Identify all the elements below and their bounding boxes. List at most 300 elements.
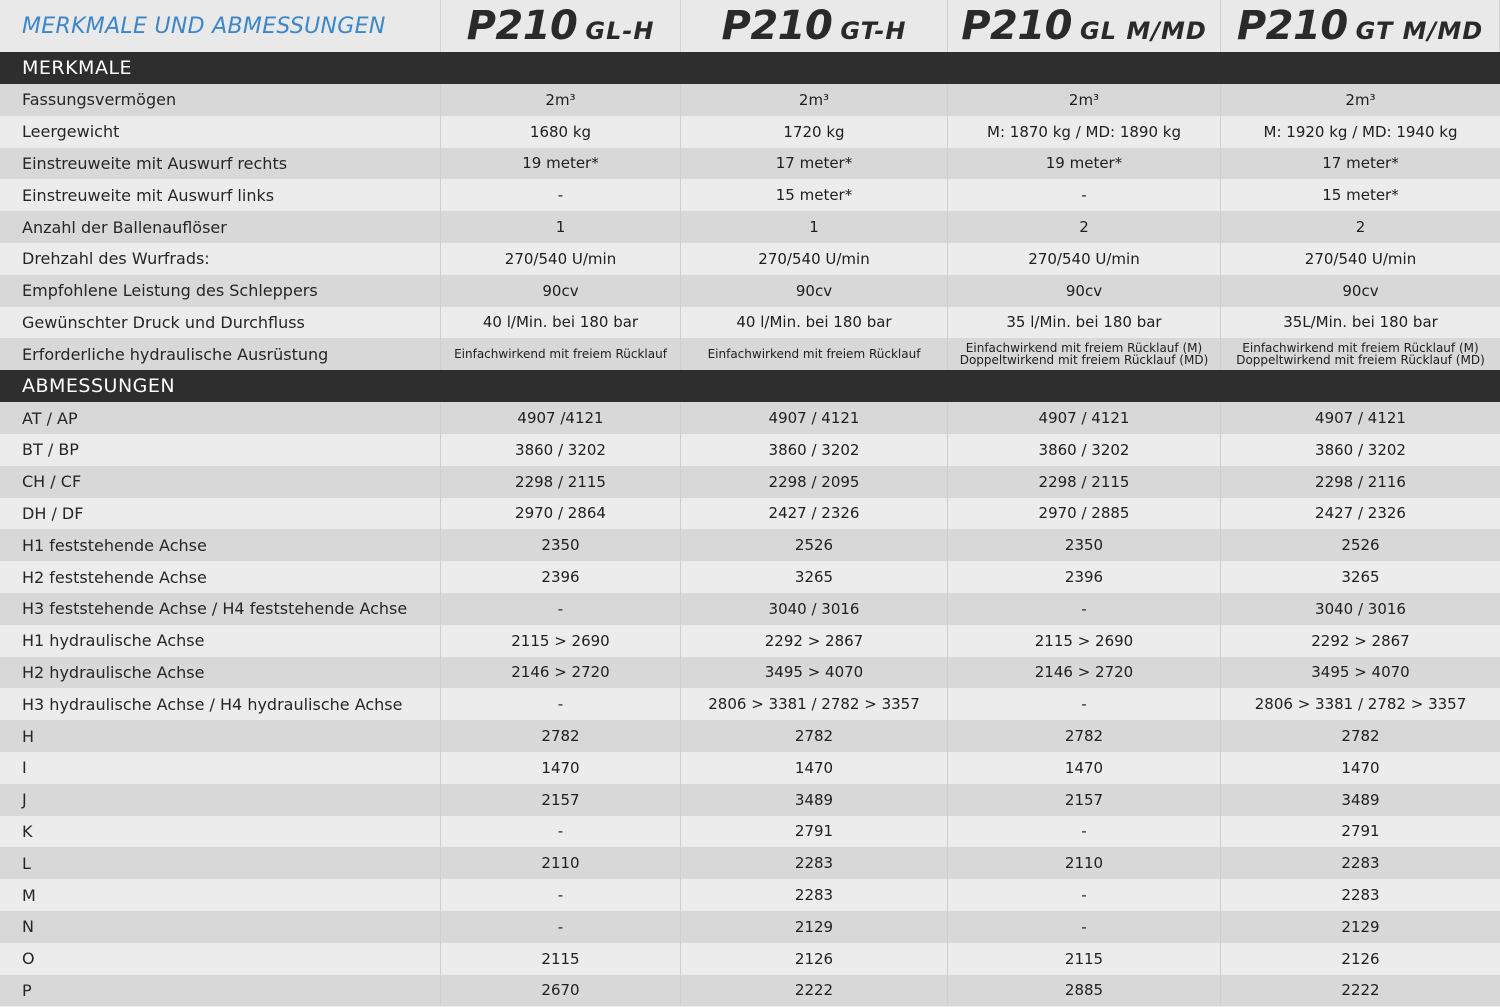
cell-value: 2396	[541, 568, 580, 587]
value-cell	[1221, 943, 1500, 975]
cell-value: 2126	[1341, 949, 1380, 968]
row-label-cell	[0, 211, 441, 243]
value-cell	[681, 657, 948, 689]
cell-value: -	[1081, 599, 1087, 618]
cell-value: 40 l/Min. bei 180 bar	[482, 313, 639, 332]
value-cell	[441, 275, 681, 307]
value-cell	[441, 911, 681, 943]
value-cell	[1221, 243, 1500, 275]
value-cell	[948, 752, 1221, 784]
value-cell	[441, 179, 681, 211]
row-label: P	[22, 980, 32, 1000]
cell-value: 2806 > 3381 / 2782 > 3357	[1254, 695, 1467, 714]
table-row	[0, 84, 1500, 116]
value-cell	[948, 148, 1221, 180]
value-cell	[1221, 720, 1500, 752]
cell-value: 270/540 U/min	[1304, 249, 1417, 268]
model-name	[467, 3, 655, 49]
value-cell	[948, 847, 1221, 879]
cell-value: 90cv	[1342, 281, 1379, 300]
row-label: J	[22, 790, 27, 810]
cell-value: 90cv	[795, 281, 833, 300]
value-cell	[681, 688, 948, 720]
row-label: Empfohlene Leistung des Schleppers	[22, 281, 318, 301]
dimensions-body	[0, 402, 1500, 1006]
value-cell	[681, 625, 948, 657]
value-cell	[948, 307, 1221, 339]
cell-value-line: Doppeltwirkend mit freiem Rücklauf (MD)	[959, 353, 1209, 368]
table-row	[0, 593, 1500, 625]
value-cell	[948, 816, 1221, 848]
value-cell	[681, 720, 948, 752]
value-cell	[948, 211, 1221, 243]
cell-value: 270/540 U/min	[758, 249, 870, 268]
row-label: Fassungsvermögen	[22, 90, 177, 110]
model-header-gl-h	[441, 0, 681, 52]
value-cell	[948, 243, 1221, 275]
row-label-cell	[0, 943, 441, 975]
row-label: H2 hydraulische Achse	[22, 662, 205, 682]
table-row	[0, 529, 1500, 561]
cell-value: 3265	[794, 568, 834, 587]
row-label-cell	[0, 148, 441, 180]
value-cell	[1221, 657, 1500, 689]
row-label: H3 hydraulische Achse / H4 hydraulische Achse	[22, 694, 403, 714]
cell-value: 1470	[794, 758, 834, 777]
row-label: H2 feststehende Achse	[22, 567, 207, 587]
row-label: DH / DF	[22, 503, 84, 523]
value-cell	[681, 116, 948, 148]
row-label-cell	[0, 752, 441, 784]
cell-value: -	[1081, 186, 1087, 205]
cell-value: M: 1920 kg / MD: 1940 kg	[1263, 122, 1458, 141]
value-cell	[1221, 498, 1500, 530]
value-cell	[948, 179, 1221, 211]
row-label: AT / AP	[22, 408, 78, 428]
model-main: P210	[961, 3, 1072, 49]
cell-value: 2350	[1064, 536, 1104, 555]
row-label-cell	[0, 275, 441, 307]
value-cell	[1221, 816, 1500, 848]
table-row	[0, 148, 1500, 180]
cell-value: -	[557, 886, 564, 905]
value-cell	[681, 879, 948, 911]
table-row	[0, 752, 1500, 784]
cell-value: 2885	[1064, 981, 1104, 1000]
features-body	[0, 84, 1500, 338]
cell-value: 17 meter*	[775, 154, 853, 173]
row-label-cell	[0, 116, 441, 148]
cell-value: 1470	[541, 758, 580, 777]
row-label-cell	[0, 625, 441, 657]
cell-value: 270/540 U/min	[504, 249, 617, 268]
row-label: H1 feststehende Achse	[22, 535, 207, 555]
cell-value: 2115	[1064, 949, 1104, 968]
table-row	[0, 720, 1500, 752]
table-row	[0, 975, 1500, 1007]
row-label: I	[22, 758, 27, 778]
value-cell	[1221, 466, 1500, 498]
value-cell	[681, 911, 948, 943]
value-cell	[1221, 688, 1500, 720]
value-cell	[681, 307, 948, 339]
value-cell	[948, 402, 1221, 434]
cell-value: 2782	[1064, 727, 1104, 746]
value-cell	[441, 879, 681, 911]
cell-value: 4907 / 4121	[768, 409, 860, 428]
value-cell	[441, 307, 681, 339]
value-cell	[1221, 116, 1500, 148]
cell-value: 2283	[794, 886, 834, 905]
cell-value: 2129	[1341, 917, 1380, 936]
row-label: Anzahl der Ballenauflöser	[22, 217, 227, 237]
row-label-cell	[0, 466, 441, 498]
cell-value: 2292 > 2867	[1311, 631, 1410, 650]
row-label: M	[22, 885, 36, 905]
value-cell	[948, 657, 1221, 689]
cell-value: 2146 > 2720	[511, 663, 610, 682]
value-cell	[948, 720, 1221, 752]
row-label: CH / CF	[22, 472, 82, 492]
cell-value: 19 meter*	[522, 154, 599, 173]
value-cell	[681, 338, 948, 370]
value-cell	[681, 847, 948, 879]
table-row	[0, 847, 1500, 879]
cell-value: 3860 / 3202	[515, 440, 606, 459]
cell-value: 2129	[794, 917, 834, 936]
table-row	[0, 943, 1500, 975]
cell-value: 3495 > 4070	[1311, 663, 1410, 682]
cell-value: 2782	[541, 727, 580, 746]
cell-value	[960, 342, 1209, 366]
model-main: P210	[721, 3, 833, 49]
model-variant: GL-H	[585, 17, 655, 45]
row-label: Leergewicht	[22, 122, 120, 142]
row-label-cell	[0, 434, 441, 466]
table-row	[0, 179, 1500, 211]
table-row	[0, 402, 1500, 434]
value-cell	[681, 529, 948, 561]
cell-value: 2782	[794, 727, 834, 746]
value-cell	[441, 148, 681, 180]
model-header-gl-m-md	[948, 0, 1221, 52]
value-cell	[1221, 307, 1500, 339]
value-cell	[1221, 402, 1500, 434]
row-label-cell	[0, 657, 441, 689]
table-title-cell	[0, 0, 441, 52]
value-cell	[681, 275, 948, 307]
model-name	[722, 3, 907, 49]
row-label-cell	[0, 307, 441, 339]
value-cell	[1221, 434, 1500, 466]
row-label-cell	[0, 529, 441, 561]
cell-value: 35L/Min. bei 180 bar	[1283, 313, 1438, 332]
value-cell	[948, 338, 1221, 370]
cell-value: 3040 / 3016	[768, 599, 860, 618]
cell-value: 2298 / 2116	[1315, 472, 1406, 491]
section-title: ABMESSUNGEN	[22, 375, 176, 398]
cell-value: 4907 / 4121	[1038, 409, 1130, 428]
cell-value: 2157	[541, 790, 580, 809]
value-cell	[1221, 784, 1500, 816]
cell-value: 2292 > 2867	[764, 631, 864, 650]
row-label-cell	[0, 84, 441, 116]
cell-value: 4907 /4121	[517, 409, 604, 428]
cell-value: 2298 / 2115	[515, 472, 606, 491]
cell-value: 2110	[541, 854, 580, 873]
value-cell	[441, 847, 681, 879]
cell-value: 2427 / 2326	[1315, 504, 1406, 523]
cell-value: 2m³	[545, 90, 576, 109]
table-row	[0, 275, 1500, 307]
value-cell	[441, 720, 681, 752]
cell-value: 2283	[1341, 854, 1380, 873]
cell-value: 2526	[1341, 536, 1380, 555]
cell-value: 2115 > 2690	[1034, 631, 1134, 650]
value-cell	[681, 593, 948, 625]
table-row	[0, 657, 1500, 689]
value-cell	[948, 84, 1221, 116]
value-cell	[1221, 625, 1500, 657]
table-row	[0, 434, 1500, 466]
value-cell	[1221, 179, 1500, 211]
value-cell	[948, 975, 1221, 1007]
cell-value: 2283	[1341, 886, 1380, 905]
row-label-cell	[0, 179, 441, 211]
cell-value: 2427 / 2326	[768, 504, 860, 523]
cell-value: 2115	[541, 949, 580, 968]
model-header-gt-m-md	[1221, 0, 1500, 52]
cell-value: -	[557, 917, 564, 936]
cell-value: 90cv	[1065, 281, 1103, 300]
cell-value: 2	[1079, 218, 1089, 237]
row-label: H1 hydraulische Achse	[22, 631, 205, 651]
row-label-cell	[0, 243, 441, 275]
value-cell	[681, 148, 948, 180]
row-label-cell	[0, 975, 441, 1007]
table-row	[0, 498, 1500, 530]
table-row	[0, 561, 1500, 593]
value-cell	[1221, 275, 1500, 307]
value-cell	[1221, 879, 1500, 911]
row-label-cell	[0, 816, 441, 848]
cell-value: Einfachwirkend mit freiem Rücklauf	[454, 347, 667, 362]
value-cell	[1221, 911, 1500, 943]
cell-value: 17 meter*	[1322, 154, 1399, 173]
value-cell	[948, 434, 1221, 466]
value-cell	[441, 752, 681, 784]
value-cell	[948, 688, 1221, 720]
cell-value: 3489	[794, 790, 834, 809]
cell-value: M: 1870 kg / MD: 1890 kg	[987, 122, 1181, 141]
cell-value: 2298 / 2115	[1038, 472, 1130, 491]
model-variant: GT-H	[840, 17, 907, 45]
value-cell	[441, 657, 681, 689]
cell-value: -	[557, 186, 564, 205]
value-cell	[1221, 148, 1500, 180]
value-cell	[441, 243, 681, 275]
value-cell	[1221, 84, 1500, 116]
cell-value: 1	[555, 218, 566, 237]
model-main: P210	[1236, 3, 1348, 49]
cell-value: -	[557, 599, 564, 618]
cell-value: -	[1081, 822, 1087, 841]
cell-value: 3265	[1341, 568, 1380, 587]
row-label: Gewünschter Druck und Durchfluss	[22, 312, 305, 332]
model-variant: GT M/MD	[1355, 17, 1484, 45]
value-cell	[1221, 975, 1500, 1007]
cell-value: 90cv	[542, 281, 579, 300]
value-cell	[681, 434, 948, 466]
cell-value: 3860 / 3202	[768, 440, 860, 459]
cell-value: 2m³	[1068, 90, 1100, 109]
cell-value: 2157	[1064, 790, 1104, 809]
cell-value: 35 l/Min. bei 180 bar	[1006, 313, 1162, 332]
table-row	[0, 879, 1500, 911]
section-bar-dimensions	[0, 370, 1500, 402]
table-row	[0, 625, 1500, 657]
value-cell	[681, 943, 948, 975]
row-label-cell	[0, 847, 441, 879]
value-cell	[681, 784, 948, 816]
value-cell	[948, 116, 1221, 148]
value-cell	[441, 625, 681, 657]
value-cell	[441, 784, 681, 816]
table-row	[0, 911, 1500, 943]
cell-value: 1720 kg	[783, 122, 845, 141]
cell-value: 2222	[1341, 981, 1380, 1000]
cell-value: -	[1081, 886, 1087, 905]
value-cell	[948, 943, 1221, 975]
row-label: H	[22, 726, 35, 746]
value-cell	[441, 975, 681, 1007]
row-label-cell	[0, 338, 441, 370]
value-cell	[441, 434, 681, 466]
table-row	[0, 466, 1500, 498]
cell-value: 3489	[1341, 790, 1380, 809]
value-cell	[681, 975, 948, 1007]
value-cell	[681, 752, 948, 784]
cell-value-line: Einfachwirkend mit freiem Rücklauf (M)	[965, 341, 1203, 356]
cell-value: 3495 > 4070	[764, 663, 864, 682]
value-cell	[441, 593, 681, 625]
section-title: MERKMALE	[22, 57, 133, 79]
model-name	[961, 3, 1207, 49]
row-label-cell	[0, 784, 441, 816]
table-row	[0, 784, 1500, 816]
value-cell	[441, 84, 681, 116]
cell-value-line: Einfachwirkend mit freiem Rücklauf (M)	[1242, 341, 1479, 356]
value-cell	[1221, 752, 1500, 784]
cell-value: 3860 / 3202	[1038, 440, 1130, 459]
value-cell	[1221, 561, 1500, 593]
value-cell	[441, 561, 681, 593]
model-header-gt-h	[681, 0, 948, 52]
value-cell	[681, 211, 948, 243]
value-cell	[441, 688, 681, 720]
model-variant: GL M/MD	[1080, 17, 1207, 45]
row-label-cell	[0, 402, 441, 434]
value-cell	[441, 943, 681, 975]
value-cell	[948, 498, 1221, 530]
row-label-cell	[0, 688, 441, 720]
value-cell	[1221, 211, 1500, 243]
row-label: N	[22, 917, 34, 937]
value-cell	[681, 561, 948, 593]
row-label-cell	[0, 720, 441, 752]
cell-value: 2283	[794, 854, 834, 873]
value-cell	[681, 402, 948, 434]
value-cell	[441, 402, 681, 434]
table-row	[0, 688, 1500, 720]
value-cell	[948, 625, 1221, 657]
cell-value: 1470	[1341, 758, 1380, 777]
cell-value: 19 meter*	[1045, 154, 1123, 173]
row-label-cell	[0, 593, 441, 625]
value-cell	[948, 529, 1221, 561]
value-cell	[681, 243, 948, 275]
row-label: H3 feststehende Achse / H4 feststehende Achse	[22, 599, 408, 619]
row-label: L	[22, 853, 31, 873]
cell-value: 2396	[1064, 568, 1104, 587]
cell-value: 15 meter*	[775, 186, 853, 205]
table-row	[0, 338, 1500, 370]
section-bar-features	[0, 52, 1500, 84]
value-cell	[441, 338, 681, 370]
cell-value: 2110	[1064, 854, 1104, 873]
value-cell	[948, 561, 1221, 593]
cell-value: 2115 > 2690	[511, 631, 610, 650]
value-cell	[681, 498, 948, 530]
cell-value: 2791	[794, 822, 834, 841]
value-cell	[681, 84, 948, 116]
cell-value: 2222	[794, 981, 834, 1000]
value-cell	[441, 116, 681, 148]
cell-value: 2526	[794, 536, 834, 555]
value-cell	[1221, 338, 1500, 370]
value-cell	[681, 466, 948, 498]
value-cell	[948, 879, 1221, 911]
cell-value	[1236, 342, 1485, 366]
cell-value: 2970 / 2864	[515, 504, 606, 523]
row-label-cell	[0, 498, 441, 530]
cell-value: 2126	[794, 949, 834, 968]
row-label: O	[22, 949, 35, 969]
value-cell	[1221, 529, 1500, 561]
table-row	[0, 243, 1500, 275]
cell-value: 270/540 U/min	[1028, 249, 1140, 268]
table-header-row	[0, 0, 1500, 52]
cell-value-line: Doppeltwirkend mit freiem Rücklauf (MD)	[1236, 353, 1485, 368]
value-cell	[948, 275, 1221, 307]
cell-value: Einfachwirkend mit freiem Rücklauf	[707, 347, 921, 362]
cell-value: 3040 / 3016	[1315, 599, 1406, 618]
row-label: Einstreuweite mit Auswurf rechts	[22, 153, 288, 173]
value-cell	[441, 211, 681, 243]
value-cell	[681, 179, 948, 211]
value-cell	[1221, 593, 1500, 625]
row-label: Erforderliche hydraulische Ausrüstung	[22, 344, 329, 364]
cell-value: 15 meter*	[1322, 186, 1399, 205]
value-cell	[441, 816, 681, 848]
cell-value: 2m³	[798, 90, 830, 109]
row-label-cell	[0, 911, 441, 943]
model-name	[1237, 3, 1483, 49]
value-cell	[948, 593, 1221, 625]
cell-value: 2670	[541, 981, 580, 1000]
table-row	[0, 211, 1500, 243]
table-row	[0, 816, 1500, 848]
